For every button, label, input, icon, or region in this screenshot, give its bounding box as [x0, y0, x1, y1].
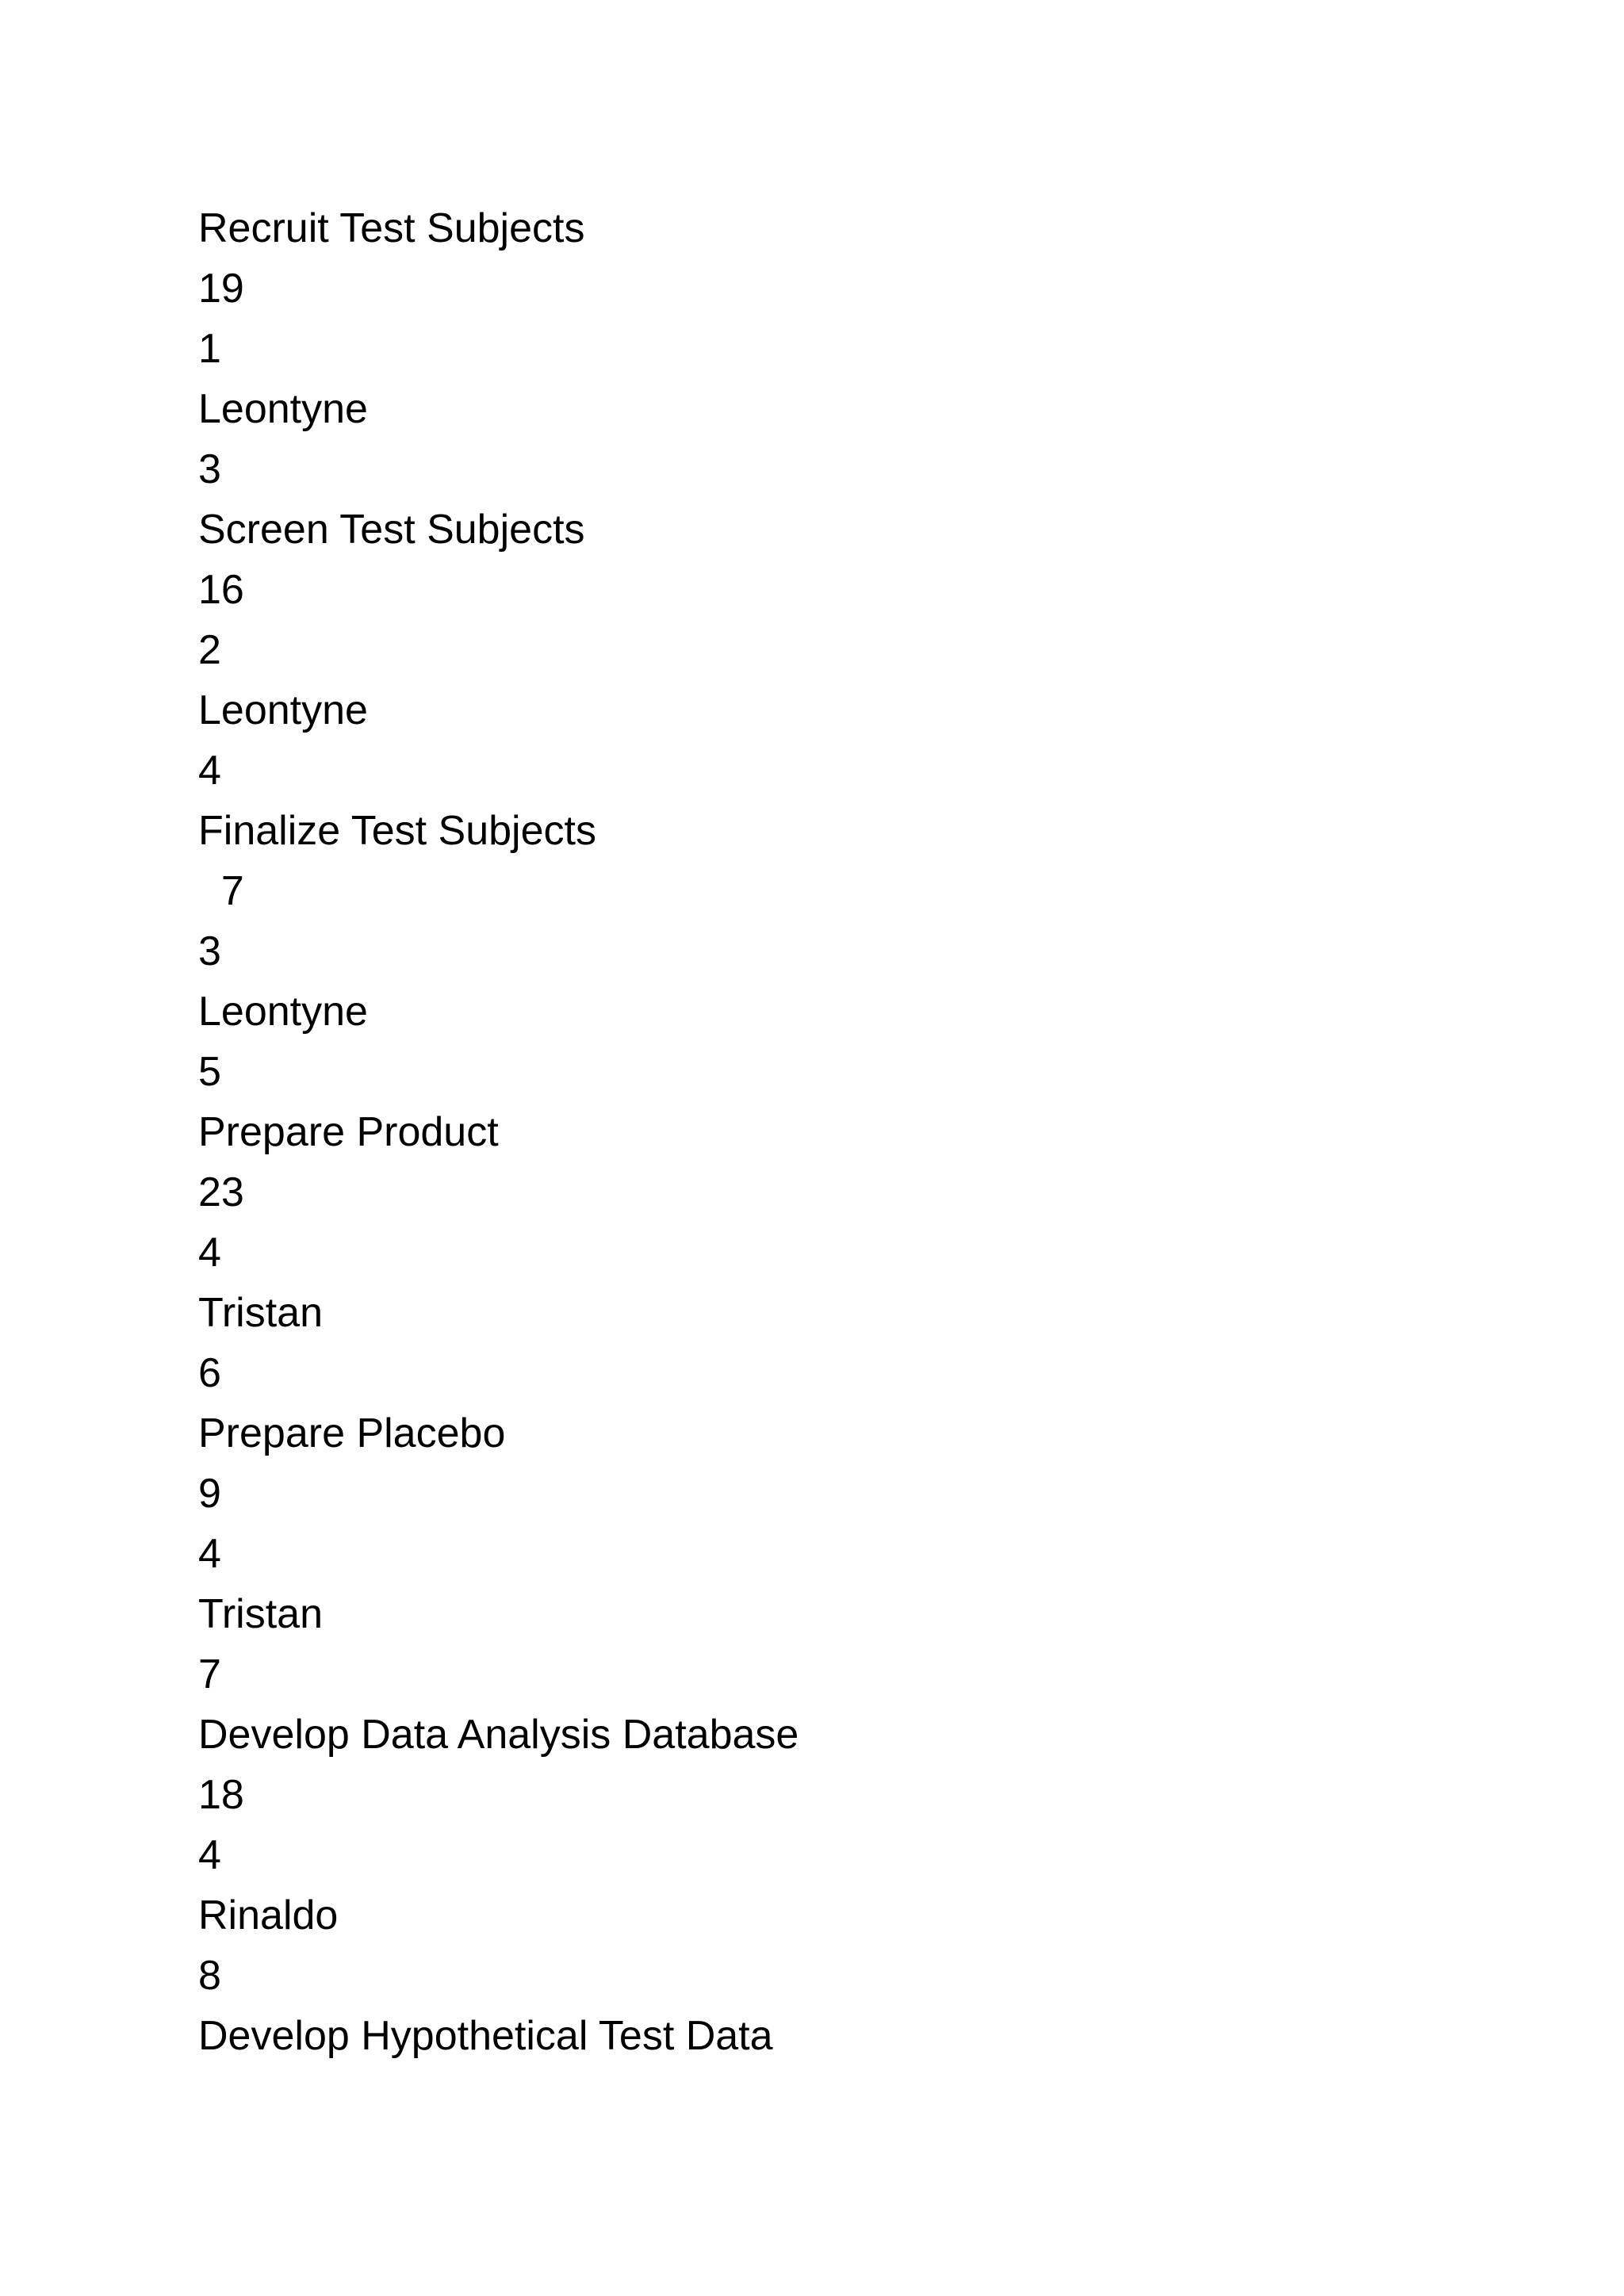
text-line: 3: [198, 928, 221, 974]
text-line: 7: [198, 868, 244, 914]
text-line: 2: [198, 627, 221, 673]
text-line: Tristan: [198, 1290, 323, 1336]
text-line: Rinaldo: [198, 1892, 339, 1938]
text-line: 1: [198, 326, 221, 372]
text-line: 4: [198, 1531, 221, 1577]
text-line: Recruit Test Subjects: [198, 205, 585, 251]
text-line: 23: [198, 1169, 244, 1215]
text-line: 19: [198, 266, 244, 312]
text-line: 4: [198, 748, 221, 794]
text-line: Develop Hypothetical Test Data: [198, 2013, 773, 2059]
text-line: 4: [198, 1230, 221, 1276]
text-line: 4: [198, 1832, 221, 1878]
text-line: Prepare Placebo: [198, 1410, 506, 1456]
text-lines: [198, 198, 799, 2066]
text-line: Leontyne: [198, 687, 368, 733]
text-line: Finalize Test Subjects: [198, 808, 596, 854]
text-line: 18: [198, 1772, 244, 1818]
text-line: Prepare Product: [198, 1109, 499, 1155]
text-line: 8: [198, 1953, 221, 1999]
text-line: 6: [198, 1350, 221, 1396]
text-line: Screen Test Subjects: [198, 507, 585, 553]
text-line: 7: [198, 1651, 221, 1697]
text-line: 9: [198, 1471, 221, 1517]
text-line: Leontyne: [198, 386, 368, 432]
text-line: Leontyne: [198, 989, 368, 1035]
text-line: 5: [198, 1049, 221, 1095]
text-line: 3: [198, 446, 221, 492]
text-line: Develop Data Analysis Database: [198, 1712, 799, 1758]
text-line: Tristan: [198, 1591, 323, 1637]
text-line: 16: [198, 567, 244, 613]
